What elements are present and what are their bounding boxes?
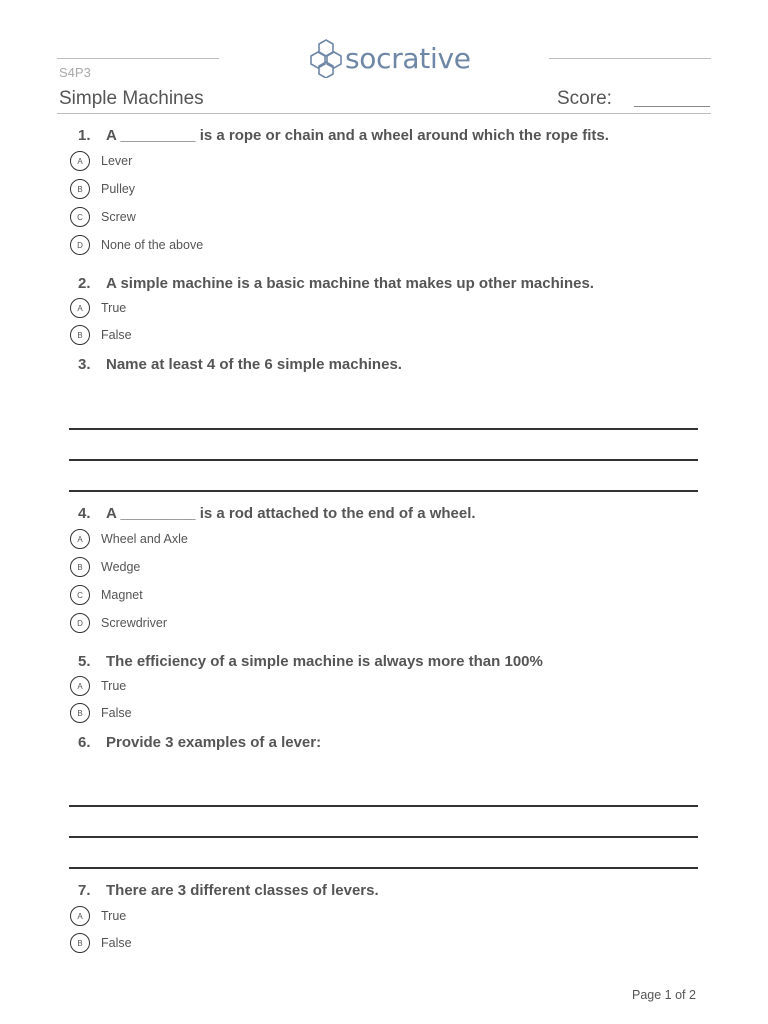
- answer-option[interactable]: [70, 206, 136, 228]
- answer-line[interactable]: [69, 805, 698, 807]
- answer-option[interactable]: [70, 702, 132, 724]
- answer-bubble[interactable]: B: [70, 179, 90, 199]
- question-1: [78, 127, 609, 144]
- hexagon-logo-icon: [309, 38, 343, 78]
- logo-wordmark: socrative: [345, 41, 471, 75]
- answer-label: False: [101, 328, 132, 342]
- question-text: A simple machine is a basic machine that makes up other machines.: [106, 275, 594, 292]
- socrative-logo: [309, 38, 471, 78]
- question-5: [78, 653, 543, 670]
- score-label: Score:: [557, 88, 612, 109]
- answer-line[interactable]: [69, 867, 698, 869]
- answer-option[interactable]: [70, 556, 140, 578]
- answer-label: Lever: [101, 154, 133, 168]
- question-text: Provide 3 examples of a lever:: [106, 734, 322, 751]
- header-divider: [57, 113, 711, 114]
- question-7: [78, 882, 379, 899]
- header-right-rule: [549, 58, 711, 59]
- question-text: The efficiency of a simple machine is always more than 100%: [106, 653, 543, 670]
- answer-bubble[interactable]: A: [70, 676, 90, 696]
- question-number: 2.: [78, 275, 91, 292]
- answer-line[interactable]: [69, 428, 698, 430]
- answer-bubble[interactable]: C: [70, 585, 90, 605]
- answer-option[interactable]: [70, 178, 135, 200]
- question-number: 4.: [78, 505, 91, 522]
- question-text: Name at least 4 of the 6 simple machines.: [106, 356, 402, 373]
- answer-option[interactable]: [70, 297, 126, 319]
- answer-bubble[interactable]: B: [70, 557, 90, 577]
- answer-option[interactable]: [70, 528, 188, 550]
- answer-label: False: [101, 706, 132, 720]
- page-number: Page 1 of 2: [632, 988, 696, 1002]
- answer-option[interactable]: [70, 612, 167, 634]
- answer-option[interactable]: [70, 675, 126, 697]
- question-4: [78, 505, 476, 522]
- answer-option[interactable]: [70, 324, 132, 346]
- question-number: 7.: [78, 882, 91, 899]
- answer-option[interactable]: [70, 932, 132, 954]
- answer-label: None of the above: [101, 238, 204, 252]
- answer-bubble[interactable]: B: [70, 703, 90, 723]
- answer-label: True: [101, 909, 127, 923]
- question-6: [78, 734, 321, 751]
- answer-bubble[interactable]: A: [70, 151, 90, 171]
- question-number: 6.: [78, 734, 91, 751]
- question-text: A _________ is a rod attached to the end of a wheel.: [106, 505, 476, 522]
- answer-bubble[interactable]: A: [70, 906, 90, 926]
- answer-option[interactable]: [70, 905, 126, 927]
- question-2: [78, 275, 594, 292]
- answer-label: Wedge: [101, 560, 141, 574]
- question-text: There are 3 different classes of levers.: [106, 882, 379, 899]
- answer-line[interactable]: [69, 836, 698, 838]
- answer-label: Screw: [101, 210, 136, 224]
- question-number: 5.: [78, 653, 91, 670]
- answer-line[interactable]: [69, 490, 698, 492]
- quiz-title: Simple Machines: [59, 88, 204, 109]
- answer-bubble[interactable]: D: [70, 613, 90, 633]
- answer-option[interactable]: [70, 150, 132, 172]
- question-number: 1.: [78, 127, 91, 144]
- question-text: A _________ is a rope or chain and a wheel around which the rope fits.: [106, 127, 609, 144]
- answer-label: Magnet: [101, 588, 143, 602]
- question-number: 3.: [78, 356, 91, 373]
- answer-bubble[interactable]: D: [70, 235, 90, 255]
- answer-bubble[interactable]: A: [70, 529, 90, 549]
- answer-bubble[interactable]: B: [70, 325, 90, 345]
- answer-bubble[interactable]: A: [70, 298, 90, 318]
- answer-option[interactable]: [70, 234, 203, 256]
- answer-label: Screwdriver: [101, 616, 167, 630]
- answer-bubble[interactable]: C: [70, 207, 90, 227]
- quiz-code: S4P3: [59, 65, 91, 80]
- answer-bubble[interactable]: B: [70, 933, 90, 953]
- answer-label: Wheel and Axle: [101, 532, 188, 546]
- header-left-rule: [57, 58, 219, 59]
- answer-label: True: [101, 679, 127, 693]
- question-3: [78, 356, 402, 373]
- answer-line[interactable]: [69, 459, 698, 461]
- answer-option[interactable]: [70, 584, 143, 606]
- answer-label: False: [101, 936, 132, 950]
- answer-label: True: [101, 301, 127, 315]
- score-answer-line[interactable]: [634, 106, 710, 107]
- answer-label: Pulley: [101, 182, 136, 196]
